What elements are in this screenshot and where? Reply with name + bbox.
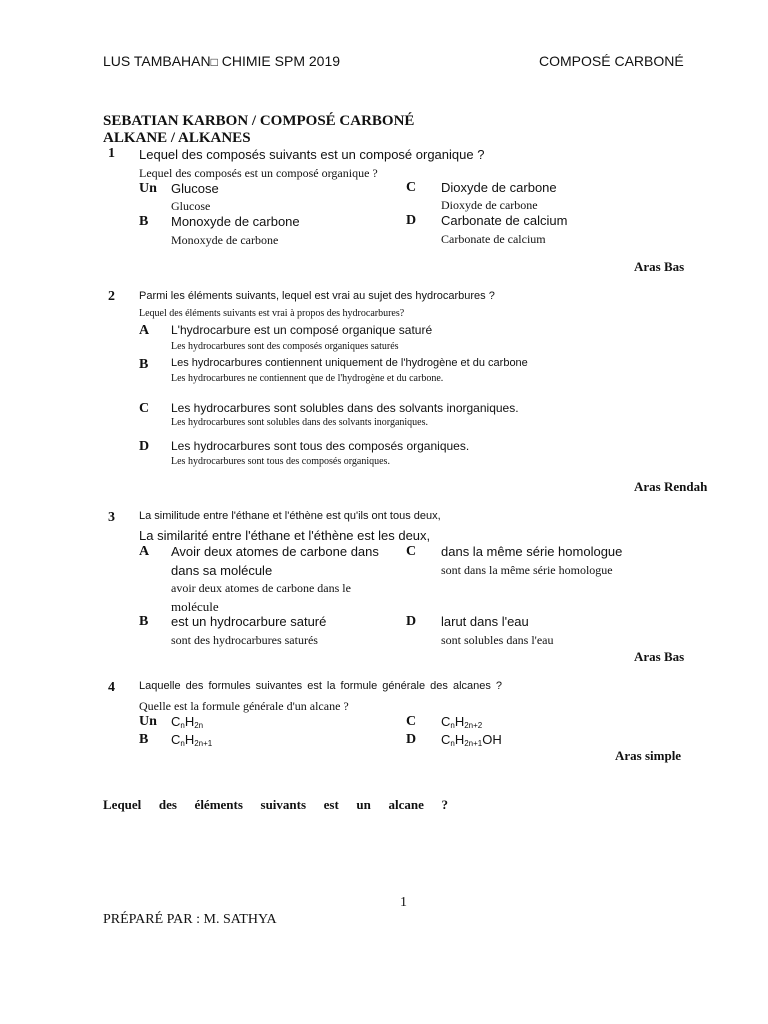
formula-h: H: [454, 714, 465, 729]
option-translation: Les hydrocarbures sont des composés organiques saturés: [171, 341, 399, 352]
option-translation-line1: avoir deux atomes de carbone dans le: [171, 581, 351, 595]
formula-c: C: [441, 714, 451, 729]
option-letter: B: [139, 214, 149, 229]
formula-oh: OH: [482, 732, 502, 747]
formula-h: H: [454, 732, 465, 747]
option-translation: Monoxyde de carbone: [171, 233, 279, 247]
difficulty-level: Aras Rendah: [634, 479, 708, 494]
question-translation: La similarité entre l'éthane et l'éthène est les deux,: [139, 528, 431, 543]
option-translation: Dioxyde de carbone: [441, 198, 538, 212]
option-translation-line2: molécule: [171, 599, 219, 614]
option-translation: Les hydrocarbures ne contiennent que de l'hydrogène et du carbone.: [171, 373, 444, 384]
option-letter: C: [406, 544, 417, 559]
formula-sub: n: [180, 739, 185, 748]
word: un: [356, 797, 371, 812]
difficulty-level: Aras Bas: [634, 259, 685, 274]
word: des: [158, 797, 177, 812]
option-letter: C: [139, 401, 150, 416]
option-letter: Un: [139, 181, 157, 196]
option-letter: C: [406, 714, 417, 729]
option-text: Dioxyde de carbone: [441, 180, 557, 195]
formula-h: H: [184, 714, 195, 729]
option-letter: D: [406, 732, 417, 747]
page-number: 1: [400, 895, 407, 910]
formula-h: H: [184, 732, 195, 747]
option-letter: B: [139, 614, 149, 629]
question-number: 1: [108, 146, 115, 161]
word: Lequel: [103, 797, 142, 812]
prepared-by: PRÉPARÉ PAR : M. SATHYA: [103, 912, 277, 927]
formula-sub: 2n+1: [464, 739, 483, 748]
option-translation: Les hydrocarbures sont tous des composés organiques.: [171, 456, 390, 467]
formula-sub: n: [450, 739, 455, 748]
option-formula: [441, 732, 502, 747]
option-text: Les hydrocarbures sont tous des composés organiques.: [171, 439, 470, 453]
formula-c: C: [441, 732, 451, 747]
question-translation: Quelle est la formule générale d'un alcane ?: [139, 699, 349, 713]
option-letter: Un: [139, 714, 157, 729]
question-text: Laquelle des formules suivantes est la formule générale des alcanes ?: [139, 680, 503, 692]
question-translation: Lequel des éléments suivants est vrai à propos des hydrocarbures?: [139, 308, 405, 319]
option-translation: Carbonate de calcium: [441, 232, 546, 246]
question-number: 4: [108, 680, 115, 695]
question-number: 2: [108, 289, 115, 304]
option-formula: [171, 714, 203, 729]
word: éléments: [194, 797, 243, 812]
formula-sub: n: [450, 721, 455, 730]
option-text: L'hydrocarbure est un composé organique saturé: [171, 323, 433, 337]
option-letter: A: [139, 544, 150, 559]
formula-sub: 2n+2: [464, 721, 483, 730]
option-translation: Les hydrocarbures sont solubles dans des solvants inorganiques.: [171, 417, 428, 428]
question-text: Parmi les éléments suivants, lequel est vrai au sujet des hydrocarbures ?: [139, 290, 495, 302]
section-subtitle: ALKANE / ALKANES: [103, 130, 251, 146]
option-translation: Glucose: [171, 199, 211, 213]
formula-c: C: [171, 732, 181, 747]
formula-sub: n: [180, 721, 185, 730]
question-text: La similitude entre l'éthane et l'éthène est qu'ils ont tous deux,: [139, 510, 441, 522]
option-letter: A: [139, 323, 150, 338]
formula-c: C: [171, 714, 181, 729]
option-text: est un hydrocarbure saturé: [171, 614, 327, 629]
option-formula: [171, 732, 212, 747]
difficulty-level: Aras simple: [615, 748, 682, 763]
option-letter: B: [139, 357, 149, 372]
word: ?: [441, 797, 448, 812]
option-text: Les hydrocarbures sont solubles dans des solvants inorganiques.: [171, 401, 519, 415]
option-text: larut dans l'eau: [441, 614, 529, 629]
section-title: SEBATIAN KARBON / COMPOSÉ CARBONÉ: [103, 113, 415, 129]
option-translation: sont des hydrocarbures saturés: [171, 633, 318, 647]
option-text-line1: Avoir deux atomes de carbone dans: [171, 544, 379, 559]
missing-glyph: □: [210, 55, 218, 69]
formula-sub: 2n: [194, 721, 204, 730]
option-letter: D: [139, 439, 150, 454]
word: est: [323, 797, 339, 812]
option-text: Les hydrocarbures contiennent uniquement de l'hydrogène et du carbone: [171, 357, 528, 369]
option-text: dans la même série homologue: [441, 544, 623, 559]
question-text: Lequel des composés suivants est un composé organique ?: [139, 147, 485, 162]
option-letter: C: [406, 180, 417, 195]
option-translation: sont dans la même série homologue: [441, 563, 613, 577]
option-text: Carbonate de calcium: [441, 213, 568, 228]
difficulty-level: Aras Bas: [634, 649, 685, 664]
word: suivants: [260, 797, 307, 812]
option-formula: [441, 714, 482, 729]
option-text-line2: dans sa molécule: [171, 563, 273, 578]
header-right: COMPOSÉ CARBONÉ: [539, 53, 684, 69]
word: alcane: [388, 797, 424, 812]
formula-sub: 2n+1: [194, 739, 213, 748]
option-letter: B: [139, 732, 149, 747]
question-translation: Lequel des composés est un composé organique ?: [139, 166, 378, 180]
option-letter: D: [406, 614, 417, 629]
question-5-text: [103, 797, 448, 813]
question-number: 3: [108, 510, 115, 525]
option-text: Glucose: [171, 181, 219, 196]
header-left-text: LUS TAMBAHAN: [103, 53, 211, 69]
header-left-rest: CHIMIE SPM 2019: [217, 53, 341, 69]
header-left: [103, 53, 340, 69]
option-letter: D: [406, 213, 417, 228]
option-translation: sont solubles dans l'eau: [441, 633, 554, 647]
option-text: Monoxyde de carbone: [171, 214, 300, 229]
